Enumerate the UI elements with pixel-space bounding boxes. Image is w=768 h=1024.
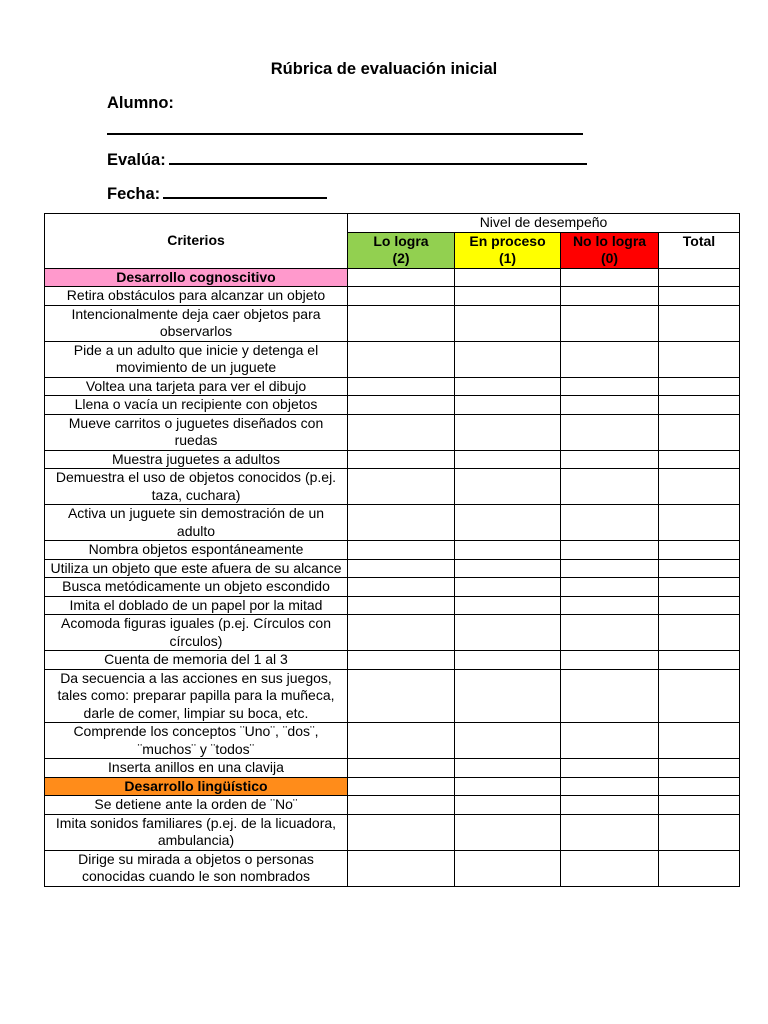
criterion-row bbox=[45, 377, 740, 396]
score-total-cell[interactable] bbox=[659, 396, 740, 415]
level-score: (2) bbox=[392, 250, 410, 266]
score-no-lo-logra-cell[interactable] bbox=[561, 814, 659, 850]
score-no-lo-logra-cell[interactable] bbox=[561, 615, 659, 651]
criterion-row bbox=[45, 287, 740, 306]
criterion-row bbox=[45, 505, 740, 541]
score-total-cell[interactable] bbox=[659, 450, 740, 469]
fecha-label: Fecha: bbox=[107, 185, 161, 203]
score-total-cell[interactable] bbox=[659, 341, 740, 377]
score-cell[interactable] bbox=[659, 268, 740, 287]
score-en-proceso-cell[interactable] bbox=[455, 669, 561, 723]
nivel-header: Nivel de desempeño bbox=[348, 214, 740, 233]
criterion-text: Intencionalmente deja caer objetos para observarlos bbox=[45, 305, 348, 341]
score-cell[interactable] bbox=[659, 777, 740, 796]
level-header-lo-logra bbox=[348, 232, 455, 268]
section-row bbox=[45, 268, 740, 287]
evalua-label: Evalúa: bbox=[107, 151, 166, 169]
score-lo-logra-cell[interactable] bbox=[348, 414, 455, 450]
criterion-row bbox=[45, 559, 740, 578]
score-total-cell[interactable] bbox=[659, 596, 740, 615]
score-total-cell[interactable] bbox=[659, 377, 740, 396]
score-cell[interactable] bbox=[455, 268, 561, 287]
score-no-lo-logra-cell[interactable] bbox=[561, 723, 659, 759]
page-title: Rúbrica de evaluación inicial bbox=[270, 60, 498, 78]
score-no-lo-logra-cell[interactable] bbox=[561, 578, 659, 597]
criterion-text: Imita sonidos familiares (p.ej. de la licuadora, ambulancia) bbox=[45, 814, 348, 850]
score-cell[interactable] bbox=[455, 777, 561, 796]
evalua-field bbox=[107, 148, 587, 170]
criterion-text: Imita el doblado de un papel por la mitad bbox=[45, 596, 348, 615]
criterion-text: Pide a un adulto que inicie y detenga el movimiento de un juguete bbox=[45, 341, 348, 377]
evalua-blank-line[interactable] bbox=[169, 148, 587, 165]
criterion-text: Utiliza un objeto que este afuera de su alcance bbox=[45, 559, 348, 578]
score-cell[interactable] bbox=[561, 777, 659, 796]
score-no-lo-logra-cell[interactable] bbox=[561, 850, 659, 886]
score-en-proceso-cell[interactable] bbox=[455, 450, 561, 469]
criterion-row bbox=[45, 759, 740, 778]
score-lo-logra-cell[interactable] bbox=[348, 377, 455, 396]
criterion-text: Dirige su mirada a objetos o personas conocidas cuando le son nombrados bbox=[45, 850, 348, 886]
criterion-text: Llena o vacía un recipiente con objetos bbox=[45, 396, 348, 415]
score-lo-logra-cell[interactable] bbox=[348, 814, 455, 850]
score-no-lo-logra-cell[interactable] bbox=[561, 469, 659, 505]
score-total-cell[interactable] bbox=[659, 814, 740, 850]
score-en-proceso-cell[interactable] bbox=[455, 559, 561, 578]
level-label: En proceso bbox=[469, 232, 546, 249]
score-lo-logra-cell[interactable] bbox=[348, 796, 455, 815]
score-lo-logra-cell[interactable] bbox=[348, 759, 455, 778]
score-en-proceso-cell[interactable] bbox=[455, 850, 561, 886]
rubric-table bbox=[44, 213, 740, 887]
criterion-text: Inserta anillos en una clavija bbox=[45, 759, 348, 778]
criterion-row bbox=[45, 450, 740, 469]
score-en-proceso-cell[interactable] bbox=[455, 723, 561, 759]
alumno-line-row bbox=[107, 118, 583, 140]
rubric-body bbox=[45, 268, 740, 886]
score-en-proceso-cell[interactable] bbox=[455, 377, 561, 396]
criterion-text: Se detiene ante la orden de ¨No¨ bbox=[45, 796, 348, 815]
level-label: Lo logra bbox=[373, 232, 429, 249]
score-no-lo-logra-cell[interactable] bbox=[561, 541, 659, 560]
score-total-cell[interactable] bbox=[659, 541, 740, 560]
score-total-cell[interactable] bbox=[659, 651, 740, 670]
score-lo-logra-cell[interactable] bbox=[348, 669, 455, 723]
score-no-lo-logra-cell[interactable] bbox=[561, 341, 659, 377]
criterion-text: Cuenta de memoria del 1 al 3 bbox=[45, 651, 348, 670]
score-no-lo-logra-cell[interactable] bbox=[561, 759, 659, 778]
score-no-lo-logra-cell[interactable] bbox=[561, 796, 659, 815]
score-no-lo-logra-cell[interactable] bbox=[561, 450, 659, 469]
score-en-proceso-cell[interactable] bbox=[455, 341, 561, 377]
score-total-cell[interactable] bbox=[659, 759, 740, 778]
score-en-proceso-cell[interactable] bbox=[455, 578, 561, 597]
alumno-label: Alumno: bbox=[107, 94, 174, 112]
criterion-row bbox=[45, 596, 740, 615]
score-lo-logra-cell[interactable] bbox=[348, 450, 455, 469]
criterion-row bbox=[45, 305, 740, 341]
score-en-proceso-cell[interactable] bbox=[455, 541, 561, 560]
score-no-lo-logra-cell[interactable] bbox=[561, 651, 659, 670]
criterion-text: Nombra objetos espontáneamente bbox=[45, 541, 348, 560]
criterion-row bbox=[45, 850, 740, 886]
criterion-row bbox=[45, 796, 740, 815]
fecha-field bbox=[107, 182, 327, 204]
score-no-lo-logra-cell[interactable] bbox=[561, 377, 659, 396]
section-title: Desarrollo cognoscitivo bbox=[45, 268, 348, 287]
criterios-header: Criterios bbox=[45, 214, 348, 269]
score-total-cell[interactable] bbox=[659, 723, 740, 759]
score-lo-logra-cell[interactable] bbox=[348, 469, 455, 505]
total-header: Total bbox=[659, 232, 740, 268]
score-no-lo-logra-cell[interactable] bbox=[561, 669, 659, 723]
level-score: (0) bbox=[600, 250, 619, 266]
score-en-proceso-cell[interactable] bbox=[455, 305, 561, 341]
criterion-text: Mueve carritos o juguetes diseñados con ruedas bbox=[45, 414, 348, 450]
score-en-proceso-cell[interactable] bbox=[455, 469, 561, 505]
criterion-row bbox=[45, 651, 740, 670]
score-lo-logra-cell[interactable] bbox=[348, 850, 455, 886]
score-lo-logra-cell[interactable] bbox=[348, 596, 455, 615]
section-title: Desarrollo lingüístico bbox=[45, 777, 348, 796]
criterion-text: Busca metódicamente un objeto escondido bbox=[45, 578, 348, 597]
score-no-lo-logra-cell[interactable] bbox=[561, 559, 659, 578]
score-no-lo-logra-cell[interactable] bbox=[561, 596, 659, 615]
criterion-text: Comprende los conceptos ¨Uno¨, ¨dos¨, ¨muchos¨ y ¨todos¨ bbox=[45, 723, 348, 759]
score-total-cell[interactable] bbox=[659, 578, 740, 597]
score-lo-logra-cell[interactable] bbox=[348, 396, 455, 415]
alumno-field bbox=[107, 94, 174, 113]
criterion-text: Activa un juguete sin demostración de un adulto bbox=[45, 505, 348, 541]
score-cell[interactable] bbox=[561, 268, 659, 287]
score-cell[interactable] bbox=[348, 777, 455, 796]
score-en-proceso-cell[interactable] bbox=[455, 759, 561, 778]
score-total-cell[interactable] bbox=[659, 305, 740, 341]
score-no-lo-logra-cell[interactable] bbox=[561, 414, 659, 450]
criterion-text: Voltea una tarjeta para ver el dibujo bbox=[45, 377, 348, 396]
level-label: No lo logra bbox=[572, 232, 647, 249]
criterion-text: Demuestra el uso de objetos conocidos (p.ej. taza, cuchara) bbox=[45, 469, 348, 505]
fecha-blank-line[interactable] bbox=[163, 182, 327, 199]
criterion-text: Da secuencia a las acciones en sus juegos, tales como: preparar papilla para la muñeca, darle de comer, limpiar su boca, etc. bbox=[45, 669, 348, 723]
score-lo-logra-cell[interactable] bbox=[348, 505, 455, 541]
score-cell[interactable] bbox=[348, 268, 455, 287]
score-no-lo-logra-cell[interactable] bbox=[561, 287, 659, 306]
score-total-cell[interactable] bbox=[659, 850, 740, 886]
score-lo-logra-cell[interactable] bbox=[348, 341, 455, 377]
score-total-cell[interactable] bbox=[659, 796, 740, 815]
score-total-cell[interactable] bbox=[659, 559, 740, 578]
criterion-row bbox=[45, 814, 740, 850]
score-en-proceso-cell[interactable] bbox=[455, 615, 561, 651]
criterion-row bbox=[45, 669, 740, 723]
criterion-row bbox=[45, 396, 740, 415]
score-en-proceso-cell[interactable] bbox=[455, 796, 561, 815]
score-no-lo-logra-cell[interactable] bbox=[561, 505, 659, 541]
score-lo-logra-cell[interactable] bbox=[348, 559, 455, 578]
score-lo-logra-cell[interactable] bbox=[348, 541, 455, 560]
score-en-proceso-cell[interactable] bbox=[455, 596, 561, 615]
score-en-proceso-cell[interactable] bbox=[455, 651, 561, 670]
score-no-lo-logra-cell[interactable] bbox=[561, 305, 659, 341]
score-total-cell[interactable] bbox=[659, 669, 740, 723]
alumno-blank-line[interactable] bbox=[107, 118, 583, 135]
criterion-row bbox=[45, 341, 740, 377]
score-lo-logra-cell[interactable] bbox=[348, 287, 455, 306]
score-total-cell[interactable] bbox=[659, 414, 740, 450]
criterion-row bbox=[45, 723, 740, 759]
criterion-text: Muestra juguetes a adultos bbox=[45, 450, 348, 469]
score-lo-logra-cell[interactable] bbox=[348, 305, 455, 341]
score-en-proceso-cell[interactable] bbox=[455, 414, 561, 450]
level-score: (1) bbox=[498, 250, 517, 266]
score-total-cell[interactable] bbox=[659, 615, 740, 651]
score-total-cell[interactable] bbox=[659, 469, 740, 505]
score-lo-logra-cell[interactable] bbox=[348, 578, 455, 597]
score-total-cell[interactable] bbox=[659, 505, 740, 541]
criterion-row bbox=[45, 469, 740, 505]
score-lo-logra-cell[interactable] bbox=[348, 615, 455, 651]
criterion-row bbox=[45, 578, 740, 597]
score-no-lo-logra-cell[interactable] bbox=[561, 396, 659, 415]
score-lo-logra-cell[interactable] bbox=[348, 651, 455, 670]
score-en-proceso-cell[interactable] bbox=[455, 287, 561, 306]
level-header-no-lo-logra bbox=[561, 232, 659, 268]
criterion-row bbox=[45, 615, 740, 651]
score-en-proceso-cell[interactable] bbox=[455, 505, 561, 541]
score-lo-logra-cell[interactable] bbox=[348, 723, 455, 759]
criterion-row bbox=[45, 541, 740, 560]
criterion-text: Acomoda figuras iguales (p.ej. Círculos con círculos) bbox=[45, 615, 348, 651]
section-row bbox=[45, 777, 740, 796]
score-total-cell[interactable] bbox=[659, 287, 740, 306]
score-en-proceso-cell[interactable] bbox=[455, 814, 561, 850]
level-header-en-proceso bbox=[455, 232, 561, 268]
criterion-row bbox=[45, 414, 740, 450]
score-en-proceso-cell[interactable] bbox=[455, 396, 561, 415]
criterion-text: Retira obstáculos para alcanzar un objeto bbox=[45, 287, 348, 306]
